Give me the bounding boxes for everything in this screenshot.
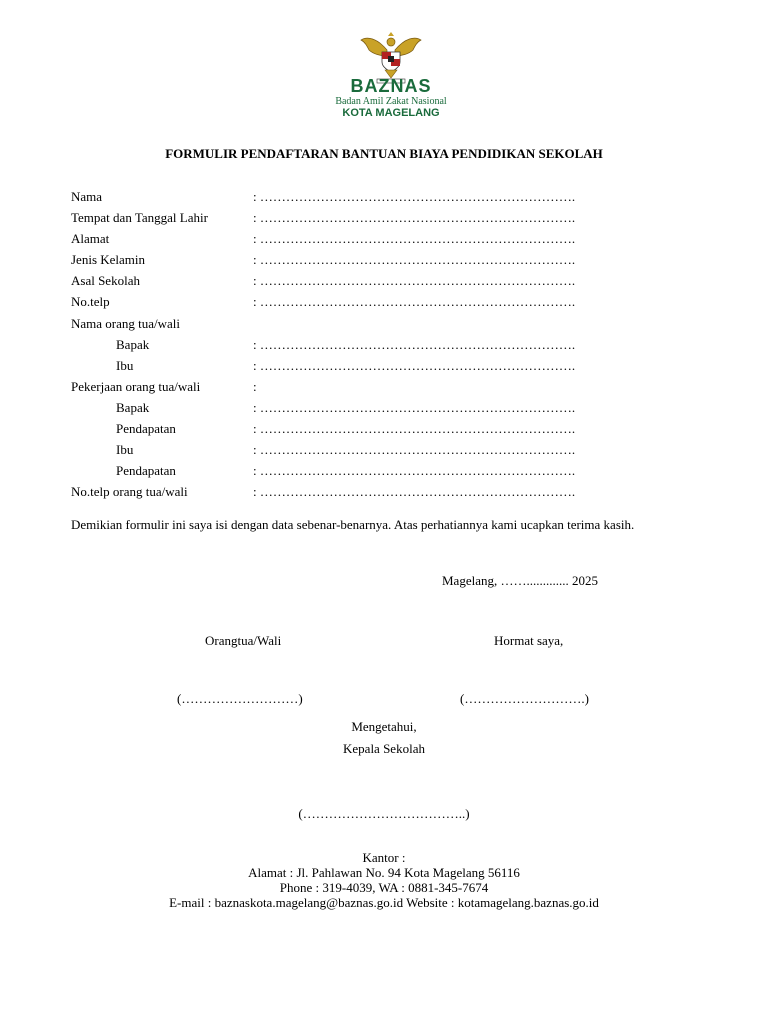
form-field-row xyxy=(71,270,671,291)
org-subtitle: Badan Amil Zakat Nasional xyxy=(335,96,447,107)
org-name: BAZNAS xyxy=(350,76,432,96)
form-field-row xyxy=(71,334,671,355)
footer-phone: Phone : 319-4039, WA : 0881-345-7674 xyxy=(279,880,489,895)
field-label: Ibu xyxy=(116,442,134,458)
footer-address: Alamat : Jl. Pahlawan No. 94 Kota Magelang 56116 xyxy=(248,865,520,880)
field-label: Pendapatan xyxy=(116,421,176,437)
field-label: No.telp xyxy=(71,294,110,310)
closing-statement: Demikian formulir ini saya isi dengan data sebenar-benarnya. Atas perhatiannya kami ucapkan terima kasih. xyxy=(71,517,635,532)
date-line: Magelang, ……............. 2025 xyxy=(442,573,598,588)
form-field-row xyxy=(71,418,671,439)
form-field-row xyxy=(71,249,671,270)
field-label: Tempat dan Tanggal Lahir xyxy=(71,210,208,226)
field-blank: : ………………………………………………………………. xyxy=(253,463,576,479)
field-label: Nama orang tua/wali xyxy=(71,315,181,331)
field-label: Asal Sekolah xyxy=(71,273,140,289)
form-field-row xyxy=(71,397,671,418)
field-label: Nama xyxy=(71,189,103,204)
field-blank: : ………………………………………………………………. xyxy=(253,231,576,247)
footer-office: Kantor : xyxy=(362,850,406,865)
field-label: Bapak xyxy=(116,336,150,352)
principal-signature-line: (………………………………..) xyxy=(298,806,470,821)
field-blank: : ………………………………………………………………. xyxy=(253,357,576,373)
field-blank: : ………………………………………………………………. xyxy=(253,442,576,458)
footer xyxy=(0,850,768,910)
form-title: FORMULIR PENDAFTARAN BANTUAN BIAYA PENDIDIKAN SEKOLAH xyxy=(165,146,603,161)
applicant-signature-line: (……………………….) xyxy=(460,691,589,706)
applicant-label: Hormat saya, xyxy=(494,633,564,648)
field-label: Bapak xyxy=(116,399,150,415)
form-field-row xyxy=(71,376,671,397)
form-field-row xyxy=(71,355,671,376)
field-blank: : ………………………………………………………………. xyxy=(253,399,576,415)
form-field-row xyxy=(71,186,671,207)
field-blank: : xyxy=(253,378,257,394)
brand-block xyxy=(326,76,456,119)
guardian-label: Orangtua/Wali xyxy=(205,633,282,648)
field-label: No.telp orang tua/wali xyxy=(71,484,188,500)
form-field-row xyxy=(71,439,671,460)
field-label: Pekerjaan orang tua/wali xyxy=(71,378,201,394)
form-field-row xyxy=(71,291,671,312)
field-blank: : ………………………………………………………………. xyxy=(253,484,576,500)
field-label: Alamat xyxy=(71,231,110,247)
footer-contact: E-mail : baznaskota.magelang@baznas.go.id Website : kotamagelang.baznas.go.id xyxy=(169,895,599,910)
field-blank: : ………………………………………………………………. xyxy=(253,189,576,204)
field-label: Pendapatan xyxy=(116,463,176,479)
field-blank: : ………………………………………………………………. xyxy=(253,273,576,289)
form-field-row xyxy=(71,228,671,249)
form-field-row xyxy=(71,313,671,334)
form-fields xyxy=(71,186,671,502)
form-field-row xyxy=(71,481,671,502)
field-blank: : ………………………………………………………………. xyxy=(253,252,576,268)
acknowledge-label: Mengetahui, xyxy=(351,719,417,734)
principal-label: Kepala Sekolah xyxy=(343,741,425,756)
field-label: Jenis Kelamin xyxy=(71,252,146,268)
field-label: Ibu xyxy=(116,357,134,373)
org-city: KOTA MAGELANG xyxy=(342,107,440,119)
field-blank: : ………………………………………………………………. xyxy=(253,421,576,437)
guardian-signature-line: (………………………) xyxy=(177,691,303,706)
field-blank: : ………………………………………………………………. xyxy=(253,294,576,310)
form-field-row xyxy=(71,207,671,228)
form-field-row xyxy=(71,460,671,481)
field-blank: : ………………………………………………………………. xyxy=(253,210,576,226)
field-blank: : ………………………………………………………………. xyxy=(253,336,576,352)
